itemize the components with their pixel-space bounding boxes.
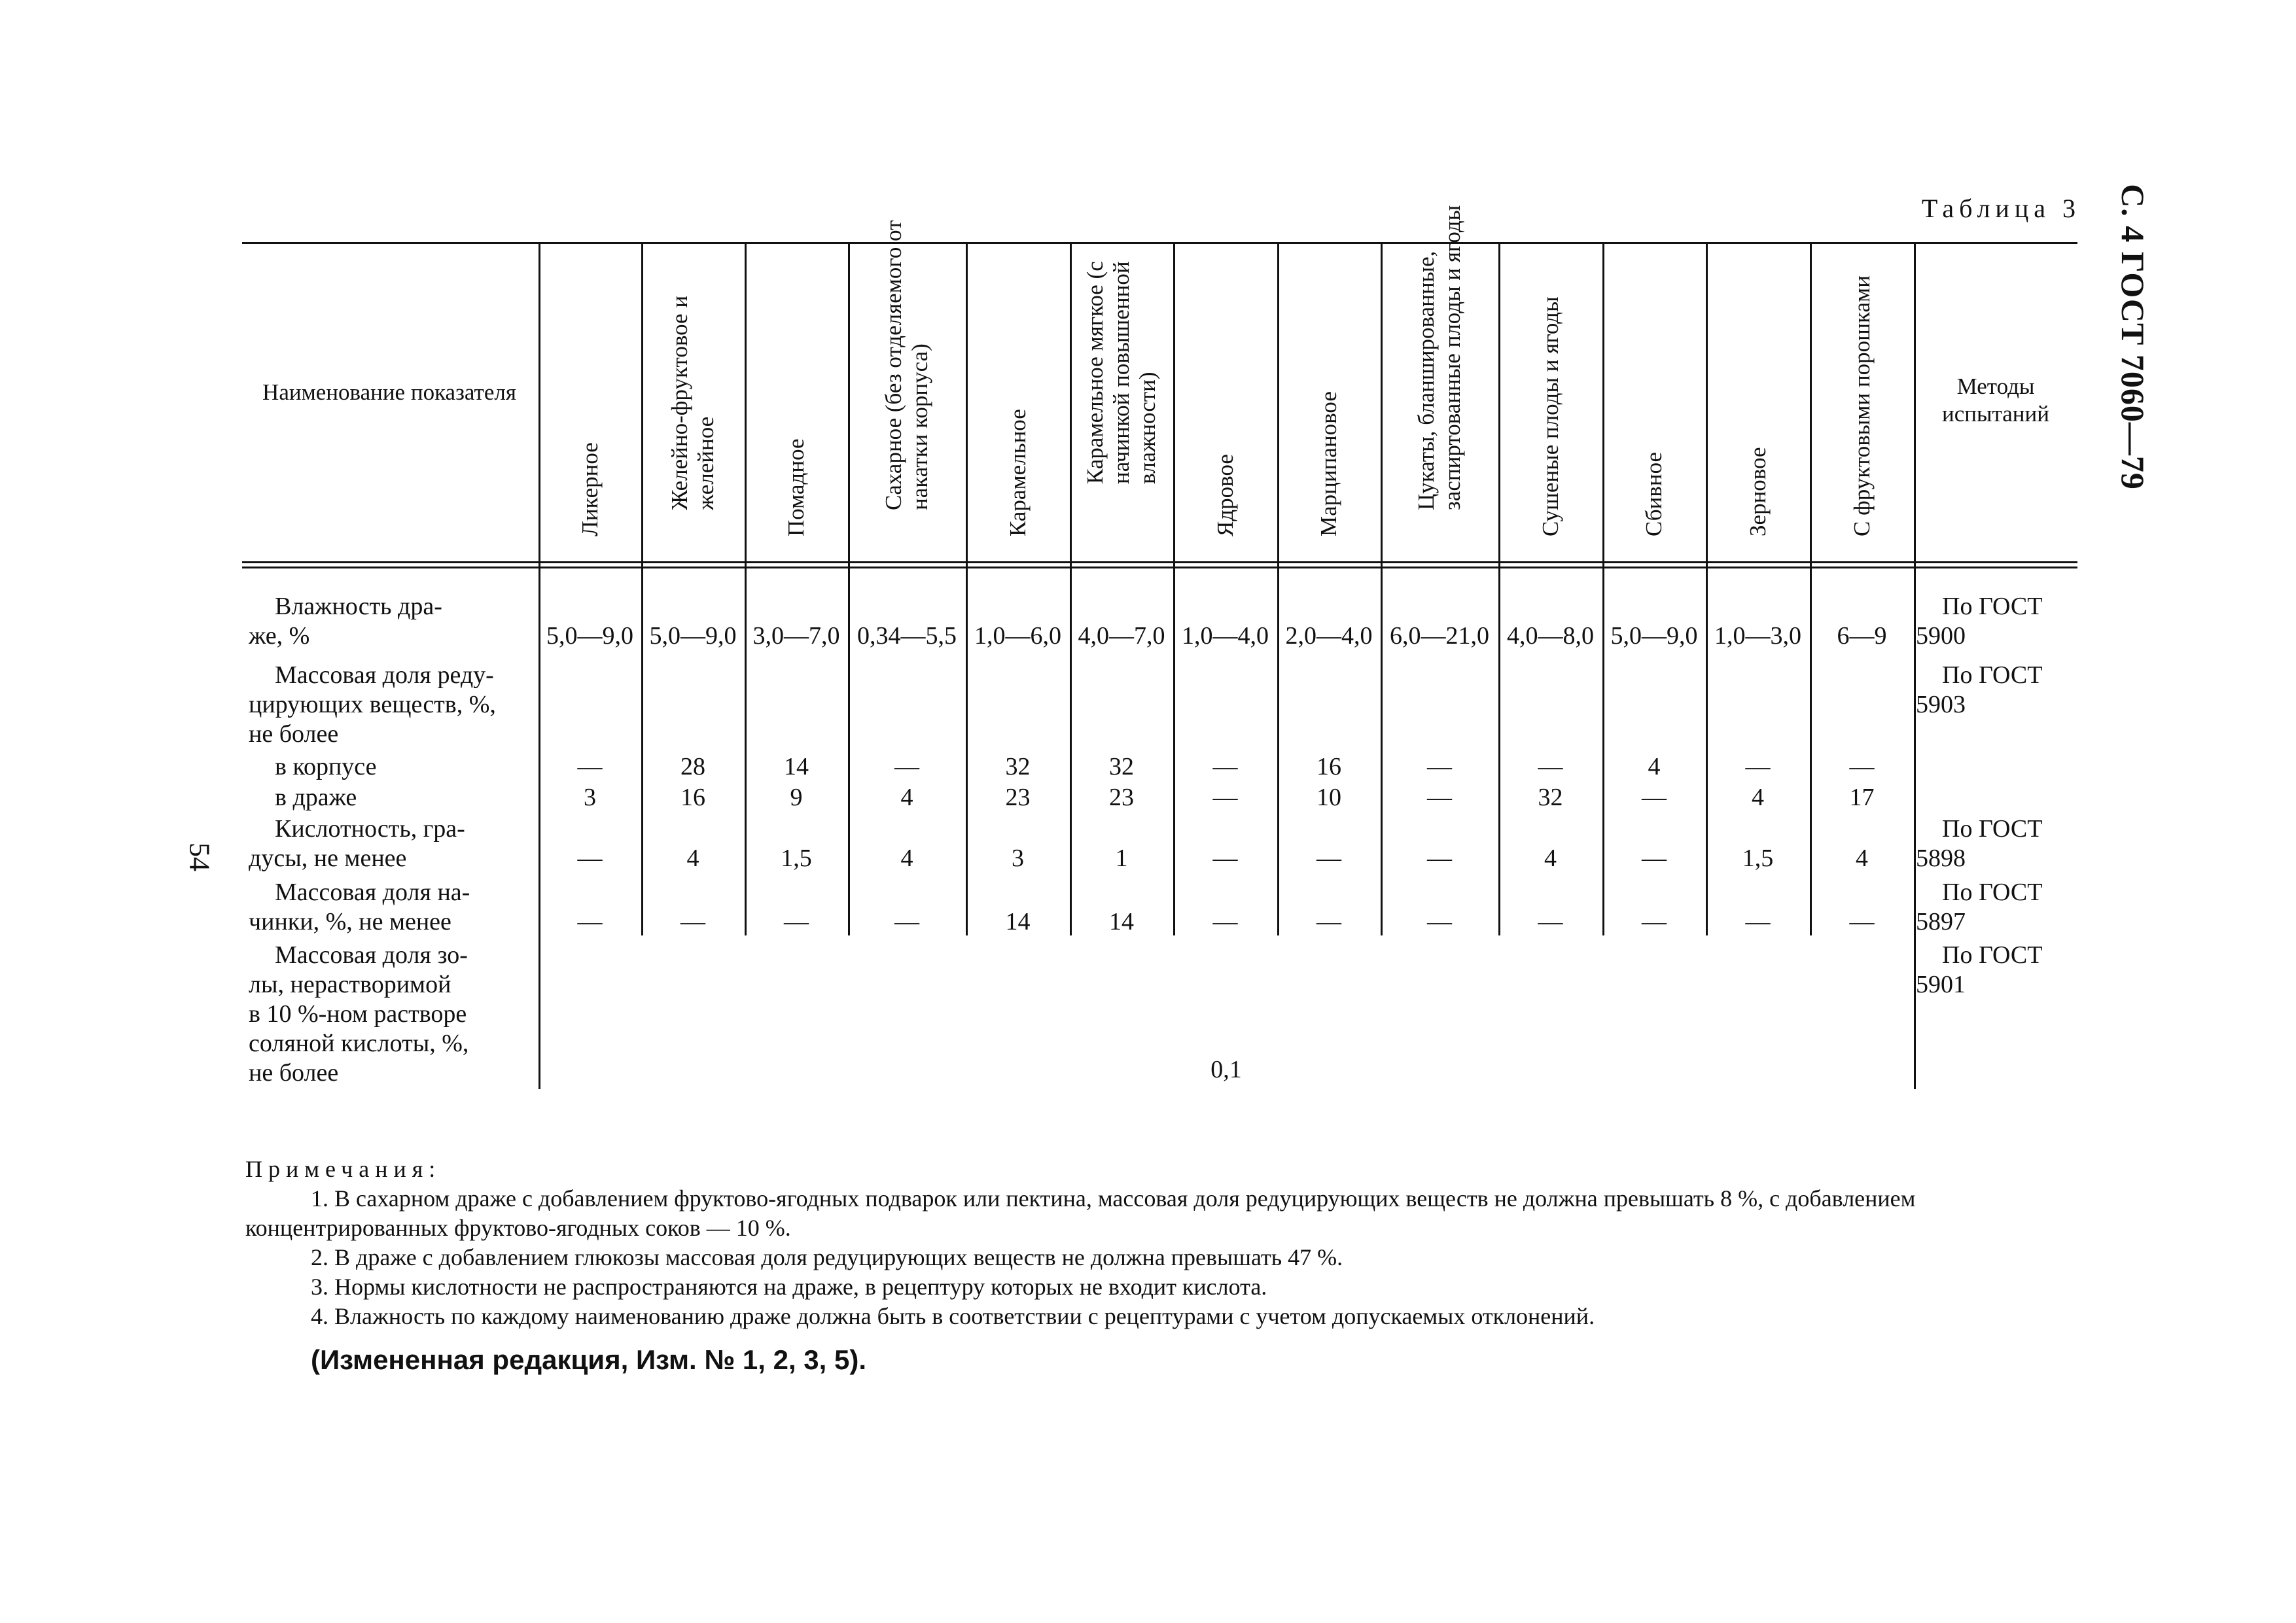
table-cell: 28 xyxy=(680,753,705,780)
test-method: По ГОСТ 5900 xyxy=(1916,593,2043,650)
row-label: Массовая доля реду- цирующих веществ, %, не более xyxy=(249,661,496,748)
table-cell: 23 xyxy=(1005,784,1031,811)
row-label: Массовая доля зо- лы, нерастворимой в 10 %-ном растворе соляной кислоты, %, не более xyxy=(249,941,469,1087)
test-method: По ГОСТ 5901 xyxy=(1916,941,2043,998)
table-cell: — xyxy=(1538,908,1563,935)
table-cell: 10 xyxy=(1316,784,1341,811)
note-item-1: 1. В сахарном драже с добавлением фруктово-ягодных подварок или пектина, массовая доля редуцирующих веществ не должна превышать 8 %, с добавлением концентрированных фруктово-ягодных соков — 10 %. xyxy=(245,1185,1916,1241)
column-rule xyxy=(1706,242,1708,935)
column-rule xyxy=(1173,242,1175,935)
column-rule xyxy=(1381,242,1383,935)
table-cell: 23 xyxy=(1109,784,1134,811)
table-cell: — xyxy=(1642,784,1667,811)
table-cell: 14 xyxy=(784,753,809,780)
table-cell: 1,5 xyxy=(1742,845,1774,872)
table-cell: 5,0—9,0 xyxy=(649,622,737,650)
column-rule xyxy=(1810,242,1812,935)
row-label: в корпусе xyxy=(275,753,377,780)
table-cell: 1 xyxy=(1115,845,1128,872)
table-cell: — xyxy=(1427,845,1452,872)
table-cell: 4 xyxy=(1752,784,1764,811)
page-header: С. 4 ГОСТ 7060—79 xyxy=(2115,184,2151,490)
row-label: Массовая доля на- чинки, %, не менее xyxy=(249,879,470,935)
table-cell: 32 xyxy=(1538,784,1563,811)
column-header xyxy=(745,249,848,563)
parameter-column-header: Наименование показателя xyxy=(262,379,516,405)
column-header-label: Ядровое xyxy=(1212,454,1238,536)
table-cell: — xyxy=(1427,908,1452,935)
test-method: По ГОСТ 5897 xyxy=(1916,879,2043,935)
table-cell: 3,0—7,0 xyxy=(752,622,840,650)
table-cell: 1,5 xyxy=(781,845,812,872)
column-header-label: Сушеные плоды и ягоды xyxy=(1537,296,1563,536)
column-header xyxy=(539,249,641,563)
column-header-label: Желейно-фруктовое и желейное xyxy=(667,295,718,510)
column-header-label: Сахарное (без отделяемого от накатки корпуса) xyxy=(881,220,932,510)
column-rule xyxy=(1070,242,1072,935)
table-cell: — xyxy=(1212,845,1238,872)
column-header-label: Ликерное xyxy=(576,442,603,536)
table-cell: 0,34—5,5 xyxy=(857,622,957,650)
column-rule xyxy=(1498,242,1500,935)
note-item-4: 4. Влажность по каждому наименованию драже должна быть в соответствии с рецептурами с учетом допускаемых отклонений. xyxy=(311,1303,1595,1329)
table-label: Таблица 3 xyxy=(1921,194,2081,223)
table-cell: 1,0—6,0 xyxy=(974,622,1061,650)
table-cell: 4 xyxy=(686,845,699,872)
table-cell: — xyxy=(1212,753,1238,780)
amendment-note: (Измененная редакция, Изм. № 1, 2, 3, 5). xyxy=(311,1344,866,1375)
column-header-label: С фруктовыми порошками xyxy=(1848,275,1875,536)
table-cell: 4 xyxy=(900,784,913,811)
column-header xyxy=(1277,249,1381,563)
column-header-label: Карамельное xyxy=(1004,409,1031,536)
table-cell-merged: 0,1 xyxy=(1210,1056,1242,1083)
table-cell: — xyxy=(1316,845,1341,872)
table-cell: — xyxy=(577,908,603,935)
table-cell: 9 xyxy=(790,784,803,811)
table-cell: 5,0—9,0 xyxy=(546,622,633,650)
column-header-label: Помадное xyxy=(783,438,809,536)
table-cell: — xyxy=(1745,908,1771,935)
table-cell: — xyxy=(1538,753,1563,780)
table-cell: — xyxy=(680,908,705,935)
table-cell: — xyxy=(784,908,809,935)
table-cell: 1,0—4,0 xyxy=(1182,622,1269,650)
column-header xyxy=(641,249,745,563)
table-cell: 14 xyxy=(1109,908,1134,935)
column-rule xyxy=(1602,242,1604,935)
table-header-rule-2 xyxy=(242,567,2077,568)
row-label: Кислотность, гра- дусы, не менее xyxy=(249,815,465,872)
methods-column-header: Методы испытаний xyxy=(1942,374,2049,427)
table-cell: 4,0—7,0 xyxy=(1078,622,1165,650)
table-cell: — xyxy=(1212,784,1238,811)
test-method: По ГОСТ 5903 xyxy=(1916,661,2043,718)
table-cell: 5,0—9,0 xyxy=(1610,622,1698,650)
column-rule xyxy=(966,242,968,935)
table-cell: 2,0—4,0 xyxy=(1285,622,1373,650)
table-cell: — xyxy=(1427,753,1452,780)
table-cell: 1,0—3,0 xyxy=(1714,622,1801,650)
table-cell: 32 xyxy=(1109,753,1134,780)
table-cell: — xyxy=(1212,908,1238,935)
table-cell: 4 xyxy=(1856,845,1868,872)
table-cell: — xyxy=(1427,784,1452,811)
table-cell: — xyxy=(1642,908,1667,935)
page-number: 54 xyxy=(183,843,216,871)
table-cell: 4 xyxy=(1544,845,1557,872)
column-header xyxy=(1070,249,1173,563)
table-cell: — xyxy=(577,845,603,872)
table-cell: 4 xyxy=(900,845,913,872)
table-cell: 16 xyxy=(1316,753,1341,780)
column-header-label: Марципановое xyxy=(1316,391,1341,536)
row-label: в драже xyxy=(275,784,357,811)
column-rule xyxy=(641,242,643,935)
row-label: Влажность дра- же, % xyxy=(249,593,442,650)
table-cell: 16 xyxy=(680,784,705,811)
table-cell: 6,0—21,0 xyxy=(1390,622,1489,650)
table-cell: — xyxy=(894,753,919,780)
table-cell: 6—9 xyxy=(1837,622,1887,650)
column-header xyxy=(1810,249,1914,563)
notes xyxy=(245,1155,2077,1331)
table-cell: 4,0—8,0 xyxy=(1507,622,1594,650)
table-cell: 32 xyxy=(1005,753,1031,780)
table-cell: — xyxy=(577,753,603,780)
column-header-label: Сбивное xyxy=(1641,451,1667,536)
table-cell: 17 xyxy=(1849,784,1875,811)
table-cell: 4 xyxy=(1648,753,1661,780)
table-cell: — xyxy=(1316,908,1341,935)
column-rule xyxy=(848,242,850,935)
column-header xyxy=(1706,249,1810,563)
column-header-label: Зерновое xyxy=(1744,447,1771,536)
column-header xyxy=(848,220,966,563)
table-cell: 3 xyxy=(1012,845,1024,872)
table-cell: — xyxy=(1745,753,1771,780)
column-header xyxy=(1173,249,1277,563)
table-cell: — xyxy=(894,908,919,935)
note-item-2: 2. В драже с добавлением глюкозы массовая доля редуцирующих веществ не должна превышать 47 %. xyxy=(311,1244,1343,1270)
column-header-label: Карамельное мягкое (с начинкой повышенной влажности) xyxy=(1082,261,1160,484)
column-header xyxy=(1498,249,1602,563)
table-cell: — xyxy=(1849,908,1875,935)
column-header xyxy=(966,249,1070,563)
table-cell: 14 xyxy=(1005,908,1031,935)
column-header xyxy=(1381,205,1498,563)
test-method: По ГОСТ 5898 xyxy=(1916,815,2043,872)
column-rule xyxy=(1277,242,1279,935)
note-item-3: 3. Нормы кислотности не распространяются на драже, в рецептуру которых не входит кислота. xyxy=(311,1274,1267,1300)
column-rule xyxy=(745,242,747,935)
notes-title: Примечания: xyxy=(245,1156,442,1182)
column-rule xyxy=(539,242,540,1089)
table-cell: — xyxy=(1849,753,1875,780)
table-cell: — xyxy=(1642,845,1667,872)
table-cell: 3 xyxy=(584,784,596,811)
column-header-label: Цукаты, бланшированные, заспиртованные плоды и ягоды xyxy=(1413,205,1465,510)
column-header xyxy=(1602,249,1706,563)
